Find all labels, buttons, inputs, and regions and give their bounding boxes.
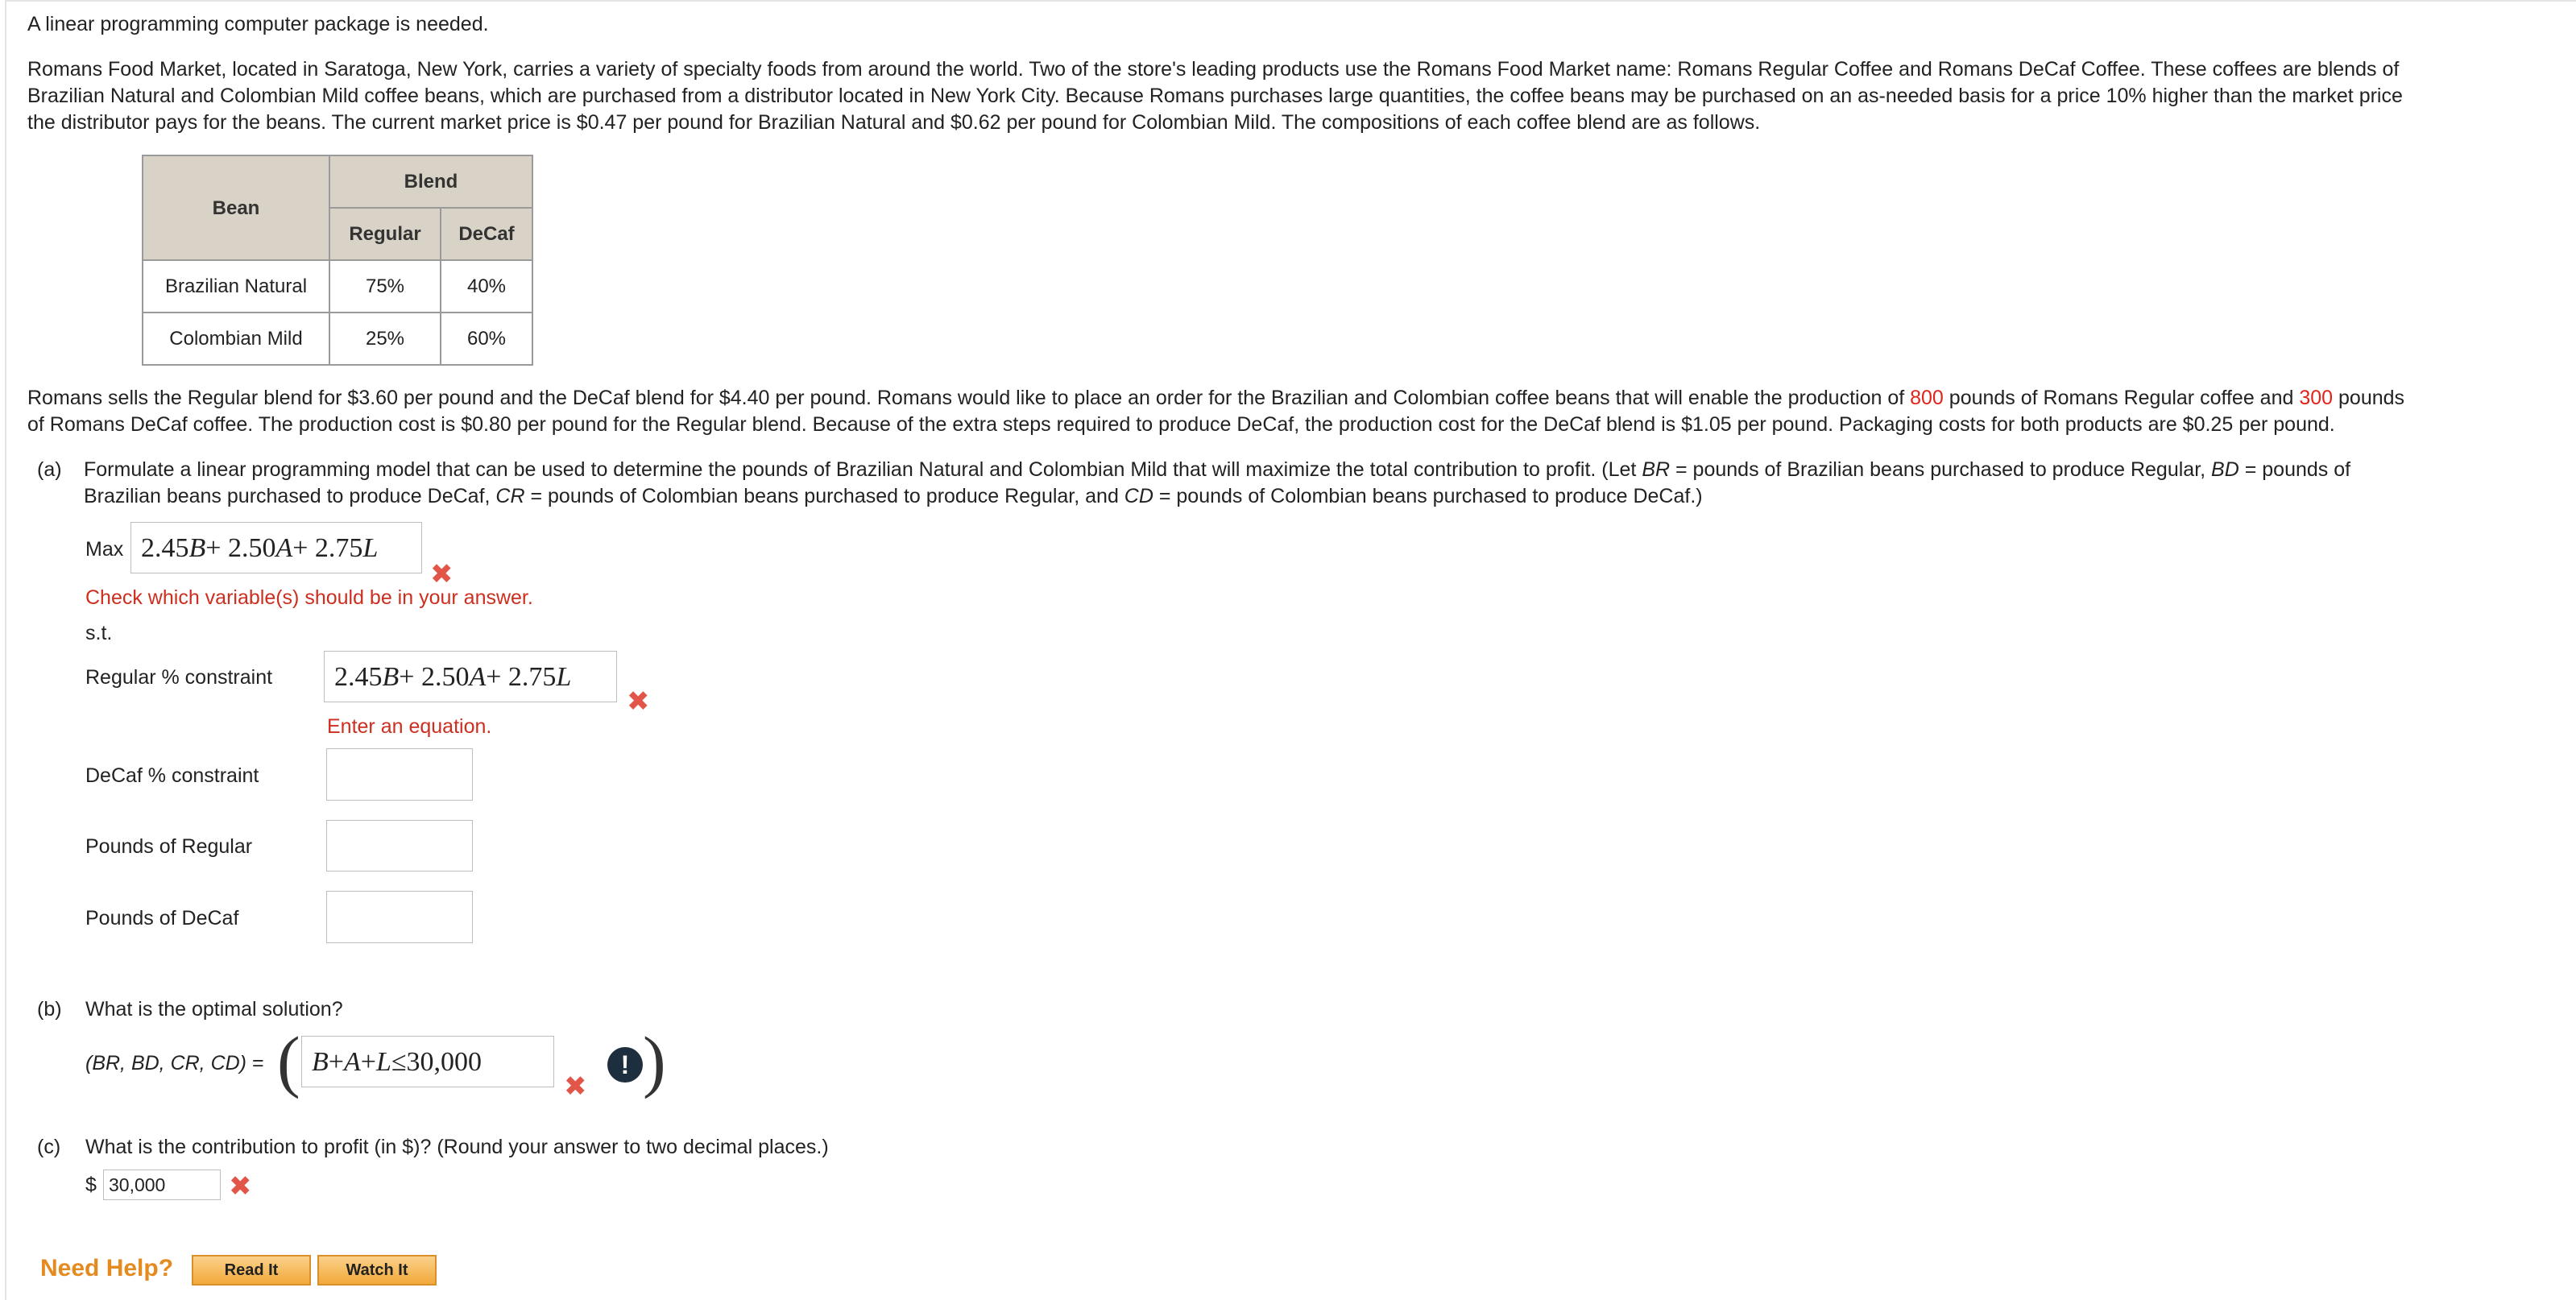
decaf-pct-constraint-input[interactable] <box>326 748 473 801</box>
currency-symbol: $ <box>85 1174 97 1196</box>
exclamation-icon[interactable]: ! <box>607 1047 643 1083</box>
optimal-solution-input[interactable] <box>301 1036 554 1087</box>
text-span: = pounds of Colombian beans purchased to produce Regular, and <box>524 485 1124 507</box>
max-feedback: Check which variable(s) should be in your answer. <box>85 586 533 609</box>
read-it-button[interactable]: Read It <box>192 1255 311 1286</box>
regular-pct-label: Regular % constraint <box>85 666 273 689</box>
question-line <box>84 483 2557 510</box>
regular-header: Regular <box>329 208 441 260</box>
decaf-pounds-value: 300 <box>2299 387 2334 409</box>
part-c-label: (c) <box>37 1136 61 1158</box>
part-c-question: What is the contribution to profit (in $)? (Round your answer to two decimal places.) <box>85 1136 829 1158</box>
paragraph-line: the distributor pays for the beans. The current market price is $0.47 per pound for Brazilian Natural and $0.62 per pound for Colombian Mild. The compositions of each coffee blend are as follows. <box>27 111 1761 134</box>
x-mark-icon: ✖ <box>430 559 453 590</box>
math-num: 2.45 <box>141 532 189 563</box>
math-var: L <box>375 1046 391 1077</box>
math-var: B <box>312 1046 329 1077</box>
problem-paragraph <box>27 56 2565 136</box>
decaf-header: DeCaf <box>441 208 532 260</box>
pounds-regular-label: Pounds of Regular <box>85 835 253 858</box>
regular-pct-constraint-input[interactable] <box>324 651 617 702</box>
table-row <box>143 313 532 365</box>
text-span: = pounds of Brazilian beans purchased to produce Regular, <box>1670 458 2212 481</box>
text-span: pounds of Romans Regular coffee and <box>1943 387 2300 409</box>
text-span: = <box>246 1052 264 1074</box>
regular-pounds-value: 800 <box>1910 387 1944 409</box>
var-cr: CR <box>495 485 525 507</box>
math-var: L <box>556 661 572 692</box>
question-page <box>5 0 2576 1300</box>
profit-input[interactable]: 30,000 <box>103 1170 221 1200</box>
solution-tuple-label <box>85 1050 264 1077</box>
math-num: 2.45 <box>334 661 383 692</box>
paragraph-line: of Romans DeCaf coffee. The production cost is $0.80 per pound for the Regular blend. Because of the extra steps required to produce DeCaf, the production cost for the DeCaf blend is $1.05 per pound. Packaging costs for both products are $0.25 per pound. <box>27 413 2335 436</box>
blend-header: Blend <box>329 155 532 208</box>
bean-name: Brazilian Natural <box>143 260 329 313</box>
math-num: + 2.75 <box>292 532 363 563</box>
pounds-decaf-label: Pounds of DeCaf <box>85 907 239 929</box>
math-var: B <box>382 661 400 692</box>
part-b-label: (b) <box>37 998 62 1021</box>
part-a-question <box>84 457 2557 510</box>
part-b-question: What is the optimal solution? <box>85 998 343 1021</box>
math-op: + <box>360 1046 376 1077</box>
sales-paragraph <box>27 385 2576 438</box>
math-num: + 2.50 <box>399 661 470 692</box>
regular-pct: 25% <box>329 313 441 365</box>
paragraph-line: Romans Food Market, located in Saratoga, New York, carries a variety of specialty foods from around the world. Two of the store's leading products use the Romans Food Market name: Romans Regular Coffee and Romans DeCaf Coffee. These coffees are blends of <box>27 58 2400 81</box>
paragraph-line <box>27 385 2576 412</box>
part-a-label: (a) <box>37 458 62 481</box>
open-paren: ( <box>277 1022 300 1099</box>
math-var: B <box>188 532 206 563</box>
math-op: ≤ <box>391 1046 407 1077</box>
pounds-regular-input[interactable] <box>326 820 473 871</box>
intro-text: A linear programming computer package is needed. <box>27 13 489 35</box>
pounds-decaf-input[interactable] <box>326 891 473 943</box>
need-help-label: Need Help? <box>40 1255 174 1281</box>
text-span: pounds <box>2333 387 2405 409</box>
math-num: + 2.75 <box>486 661 557 692</box>
regular-pct-feedback: Enter an equation. <box>327 715 492 738</box>
math-var: A <box>275 532 293 563</box>
math-num: + 2.50 <box>205 532 276 563</box>
math-var: A <box>469 661 487 692</box>
tuple-vars: (BR, BD, CR, CD) <box>85 1052 246 1074</box>
regular-pct: 75% <box>329 260 441 313</box>
decaf-pct: 40% <box>441 260 532 313</box>
bean-header: Bean <box>143 155 329 260</box>
st-label: s.t. <box>85 622 113 644</box>
close-paren: ) <box>643 1022 666 1099</box>
math-var: L <box>362 532 379 563</box>
text-span: = pounds of <box>2238 458 2351 481</box>
math-num: 30,000 <box>406 1046 482 1077</box>
text-span: Formulate a linear programming model that can be used to determine the pounds of Brazilian Natural and Colombian Mild that will maximize the total contribution to profit. (Let <box>84 458 1642 481</box>
text-span: Romans sells the Regular blend for $3.60 per pound and the DeCaf blend for $4.40 per pound. Romans would like to place an order for the Brazilian and Colombian coffee beans that will enable the production of <box>27 387 1911 409</box>
max-label: Max <box>85 538 124 561</box>
text-span: Brazilian beans purchased to produce DeCaf, <box>84 485 496 507</box>
watch-it-button[interactable]: Watch It <box>317 1255 437 1286</box>
var-br: BR <box>1642 458 1671 481</box>
var-bd: BD <box>2211 458 2239 481</box>
x-mark-icon: ✖ <box>564 1071 587 1102</box>
max-objective-input[interactable] <box>130 522 422 573</box>
decaf-pct: 60% <box>441 313 532 365</box>
bean-name: Colombian Mild <box>143 313 329 365</box>
x-mark-icon: ✖ <box>627 686 650 717</box>
text-span: = pounds of Colombian beans purchased to produce DeCaf.) <box>1153 485 1703 507</box>
var-cd: CD <box>1124 485 1153 507</box>
decaf-pct-label: DeCaf % constraint <box>85 764 259 787</box>
x-mark-icon: ✖ <box>229 1171 252 1202</box>
blend-table <box>142 155 533 366</box>
question-line <box>84 457 2557 483</box>
math-var: A <box>343 1046 361 1077</box>
paragraph-line: Brazilian Natural and Colombian Mild coffee beans, which are purchased from a distributor located in New York City. Because Romans purchases large quantities, the coffee beans may be purchased on an as-needed basis for a price 10% higher than the market price <box>27 85 2403 107</box>
math-op: + <box>328 1046 344 1077</box>
table-row <box>143 260 532 313</box>
